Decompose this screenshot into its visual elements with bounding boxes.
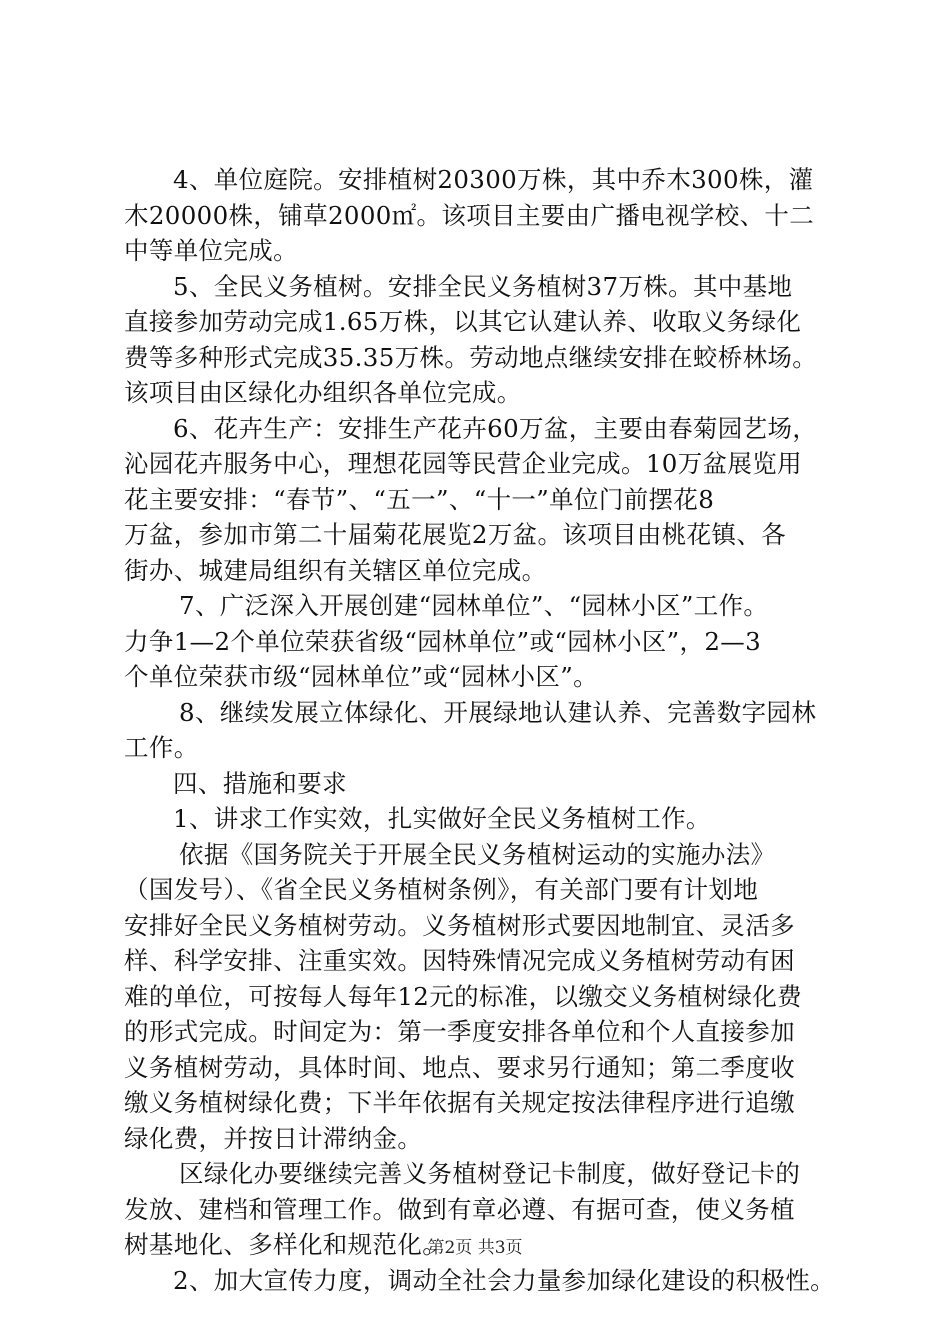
paragraph-line: 沁园花卉服务中心，理想花园等民营企业完成。10万盆展览用 — [124, 449, 802, 478]
page-number-footer: 第2页 共3页 — [427, 1238, 523, 1258]
paragraph-line: 费等多种形式完成35.35万株。劳动地点继续安排在蛟桥林场。 — [124, 342, 818, 372]
paragraph-line: 工作。 — [124, 733, 199, 762]
section-heading: 四、措施和要求 — [173, 768, 347, 798]
paragraph-line: （国发号）、《省全民义务植树条例》，有关部门要有计划地 — [124, 875, 759, 904]
paragraph-line: 难的单位，可按每人每年12元的标准，以缴交义务植树绿化费 — [124, 981, 802, 1011]
paragraph-line: 力争1—2个单位荣获省级“园林单位”或“园林小区”，2—3 — [124, 626, 762, 656]
paragraph-line: 区绿化办要继续完善义务植树登记卡制度，做好登记卡的 — [179, 1159, 801, 1188]
paragraph-line: 6、花卉生产：安排生产花卉60万盆，主要由春菊园艺场， — [173, 413, 818, 443]
paragraph-line: 该项目由区绿化办组织各单位完成。 — [124, 378, 522, 407]
paragraph-line: 万盆，参加市第二十届菊花展览2万盆。该项目由桃花镇、各 — [124, 520, 787, 549]
paragraph-line: 木20000株，铺草2000㎡。该项目主要由广播电视学校、十二 — [124, 200, 815, 230]
paragraph-line: 7、广泛深入开展创建“园林单位”、“园林小区”工作。 — [179, 591, 769, 620]
document-body — [124, 162, 844, 1298]
paragraph-line: 个单位荣获市级“园林单位”或“园林小区”。 — [124, 662, 598, 691]
paragraph-line: 树基地化、多样化和规范化。 — [124, 1230, 448, 1259]
paragraph-line: 安排好全民义务植树劳动。义务植树形式要因地制宜、灵活多 — [124, 910, 795, 940]
paragraph-line: 4、单位庭院。安排植树20300万株，其中乔木300株，灌 — [173, 165, 814, 194]
paragraph-line: 样、科学安排、注重实效。因特殊情况完成义务植树劳动有困 — [124, 946, 795, 975]
subsection-heading: 1、讲求工作实效，扎实做好全民义务植树工作。 — [173, 804, 711, 833]
paragraph-line: 5、全民义务植树。安排全民义务植树37万株。其中基地 — [173, 271, 793, 301]
paragraph-line: 的形式完成。时间定为：第一季度安排各单位和个人直接参加 — [124, 1017, 795, 1046]
paragraph-line: 义务植树劳动，具体时间、地点、要求另行通知；第二季度收 — [124, 1052, 795, 1082]
paragraph-line: 绿化费，并按日计滞纳金。 — [124, 1123, 423, 1153]
paragraph-line: 8、继续发展立体绿化、开展绿地认建认养、完善数字园林 — [179, 697, 817, 727]
paragraph-line: 依据《国务院关于开展全民义务植树运动的实施办法》 — [179, 839, 776, 869]
subsection-heading: 2、加大宣传力度，调动全社会力量参加绿化建设的积极性。 — [173, 1265, 836, 1295]
paragraph-line: 花主要安排：“春节”、“五一”、“十一”单位门前摆花8 — [124, 484, 715, 514]
paragraph-line: 缴义务植树绿化费；下半年依据有关规定按法律程序进行追缴 — [124, 1088, 795, 1117]
paragraph-line: 直接参加劳动完成1.65万株，以其它认建认养、收取义务绿化 — [124, 307, 802, 336]
paragraph-line: 中等单位完成。 — [124, 236, 298, 265]
paragraph-line: 街办、城建局组织有关辖区单位完成。 — [124, 555, 547, 585]
paragraph-line: 发放、建档和管理工作。做到有章必遵、有据可查，使义务植 — [124, 1194, 795, 1224]
